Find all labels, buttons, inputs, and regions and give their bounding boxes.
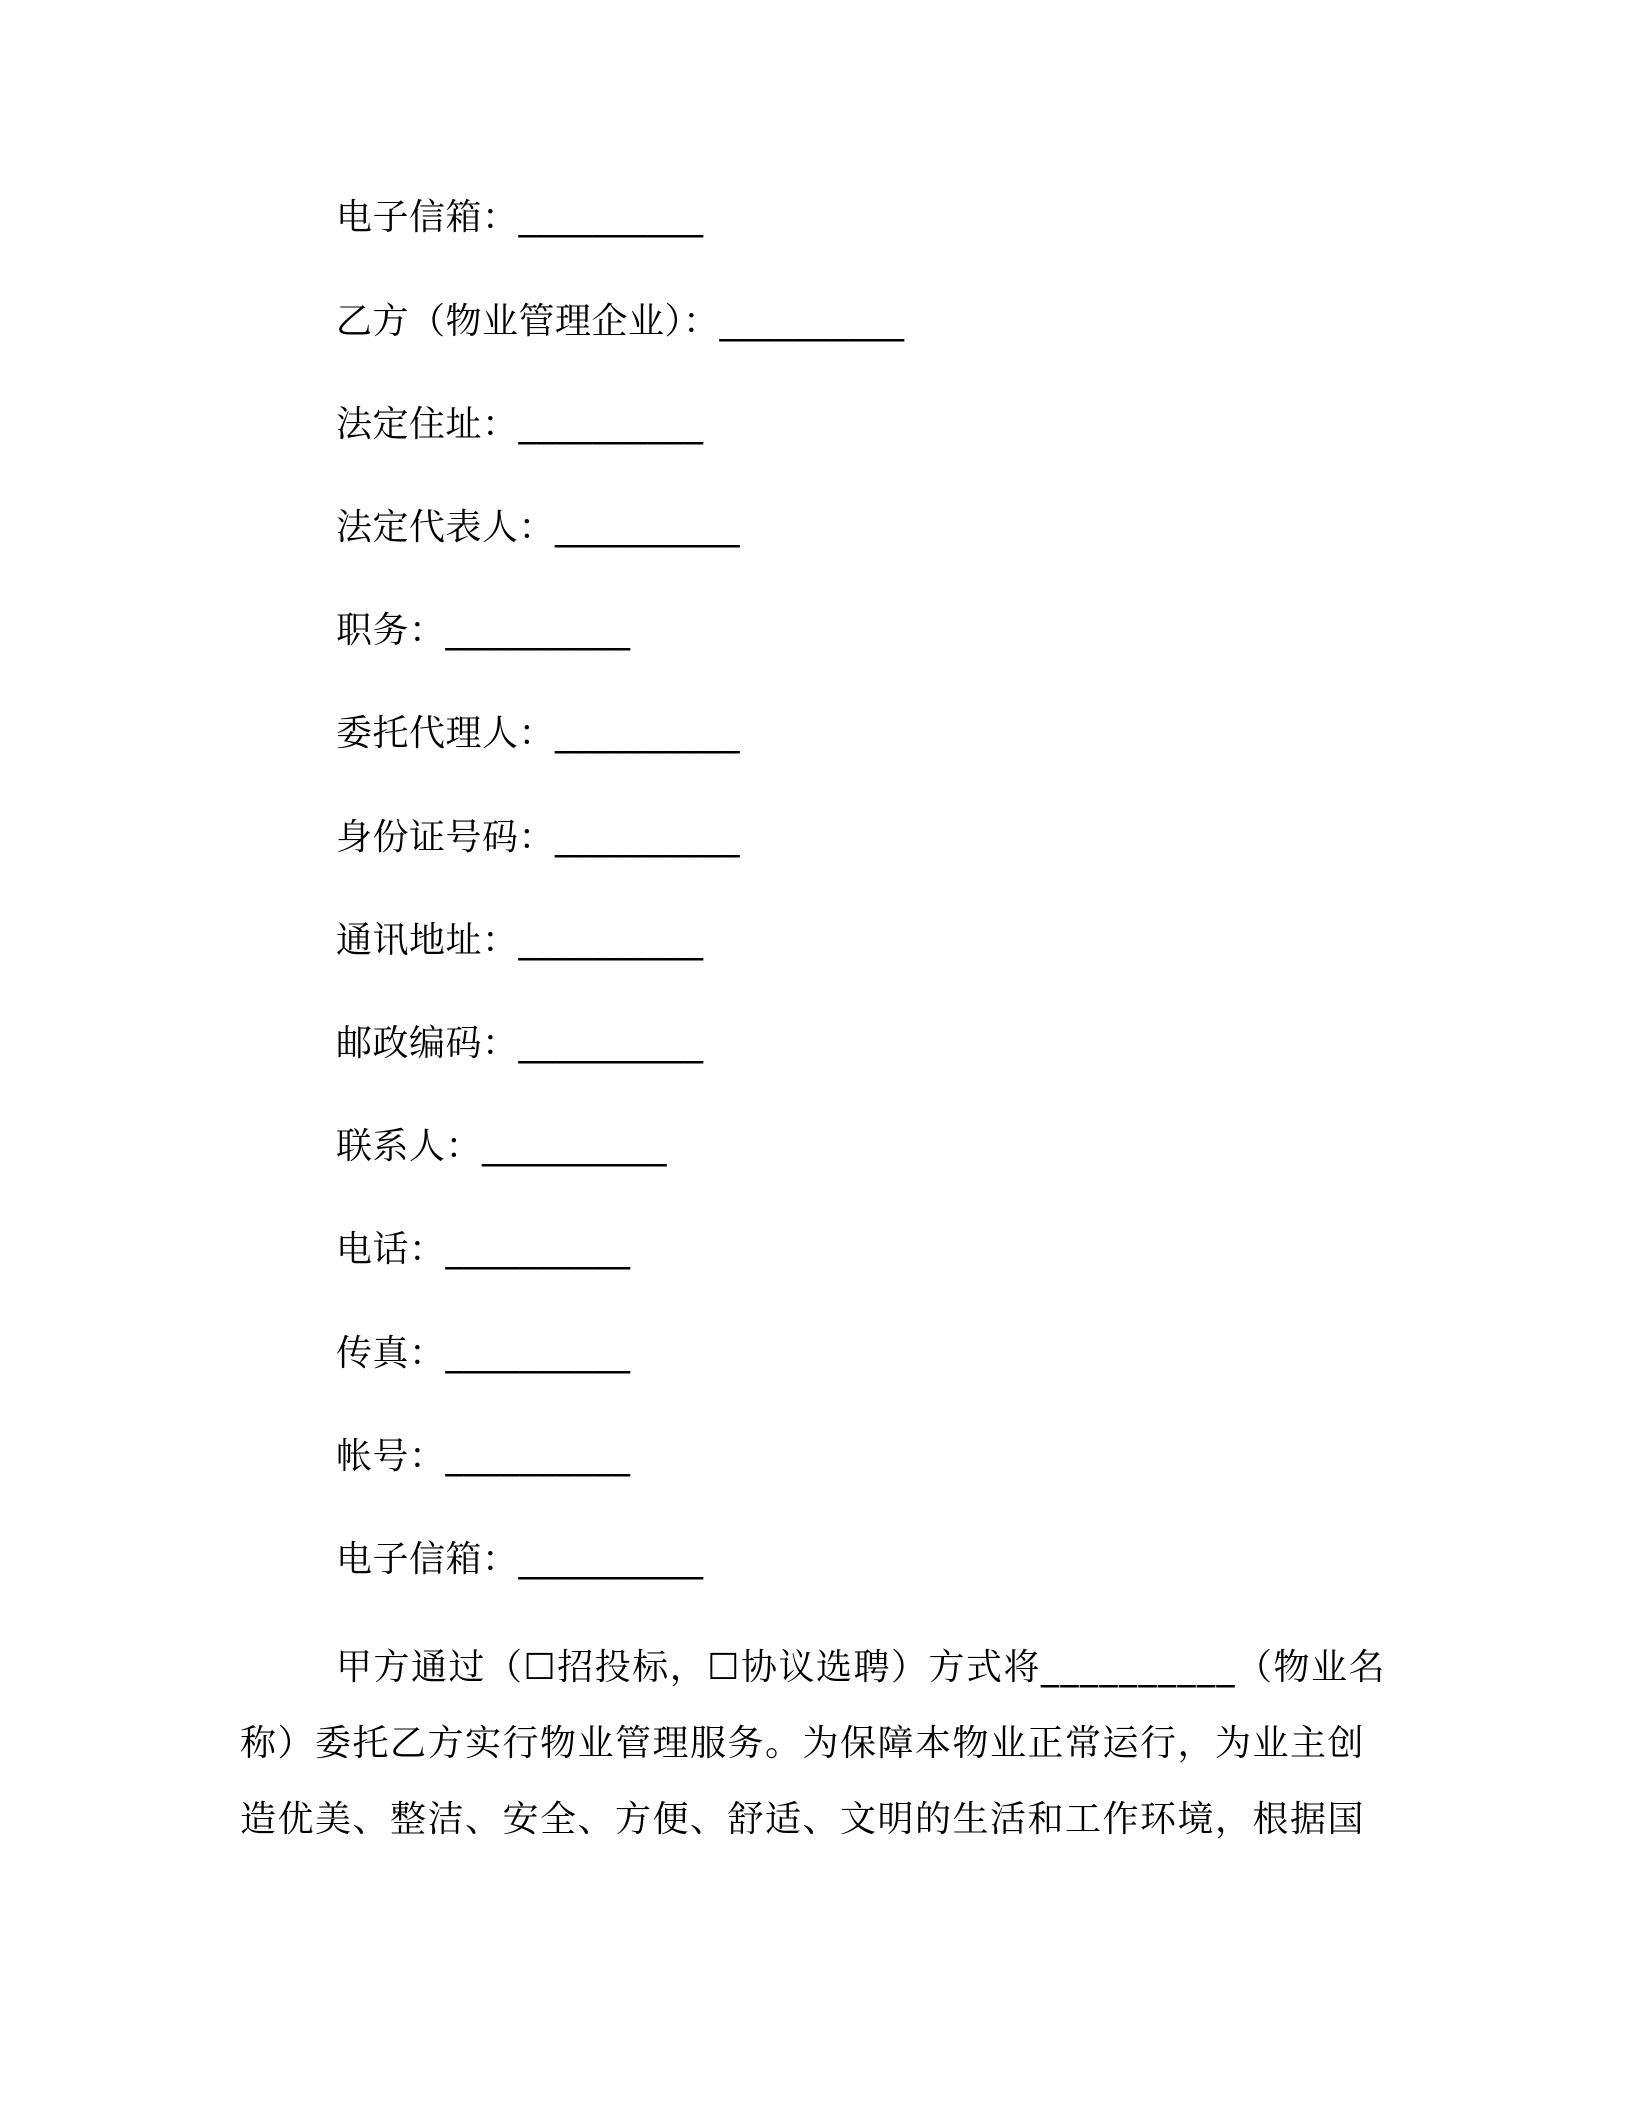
contract-preamble-paragraph [240,1630,1387,1858]
paragraph-line: 造优美、整洁、安全、方便、舒适、文明的生活和工作环境，根据国 [240,1799,1366,1840]
phone-field: 电话：__________ [336,1229,631,1270]
id-number-field: 身份证号码：__________ [336,817,741,858]
party-b-name-field: 乙方（物业管理企业）：__________ [336,301,905,342]
paragraph-line: 称）委托乙方实行物业管理服务。为保障本物业正常运行，为业主创 [240,1723,1366,1764]
party-b-email-field: 电子信箱：__________ [336,1539,704,1580]
authorized-agent-field: 委托代理人：__________ [336,713,741,754]
mailing-address-field: 通讯地址：__________ [336,920,704,961]
legal-representative-field: 法定代表人：__________ [336,507,741,548]
account-number-field: 帐号：__________ [336,1436,631,1477]
contact-person-field: 联系人：__________ [336,1126,668,1167]
postal-code-field: 邮政编码：__________ [336,1023,704,1064]
party-a-email-field: 电子信箱：__________ [336,197,704,238]
legal-address-field: 法定住址：__________ [336,404,704,445]
position-field: 职务：__________ [336,610,631,651]
fax-field: 传真：__________ [336,1333,631,1374]
paragraph-line: 甲方通过（☐招投标，☐协议选聘）方式将__________（物业名 [336,1647,1387,1688]
